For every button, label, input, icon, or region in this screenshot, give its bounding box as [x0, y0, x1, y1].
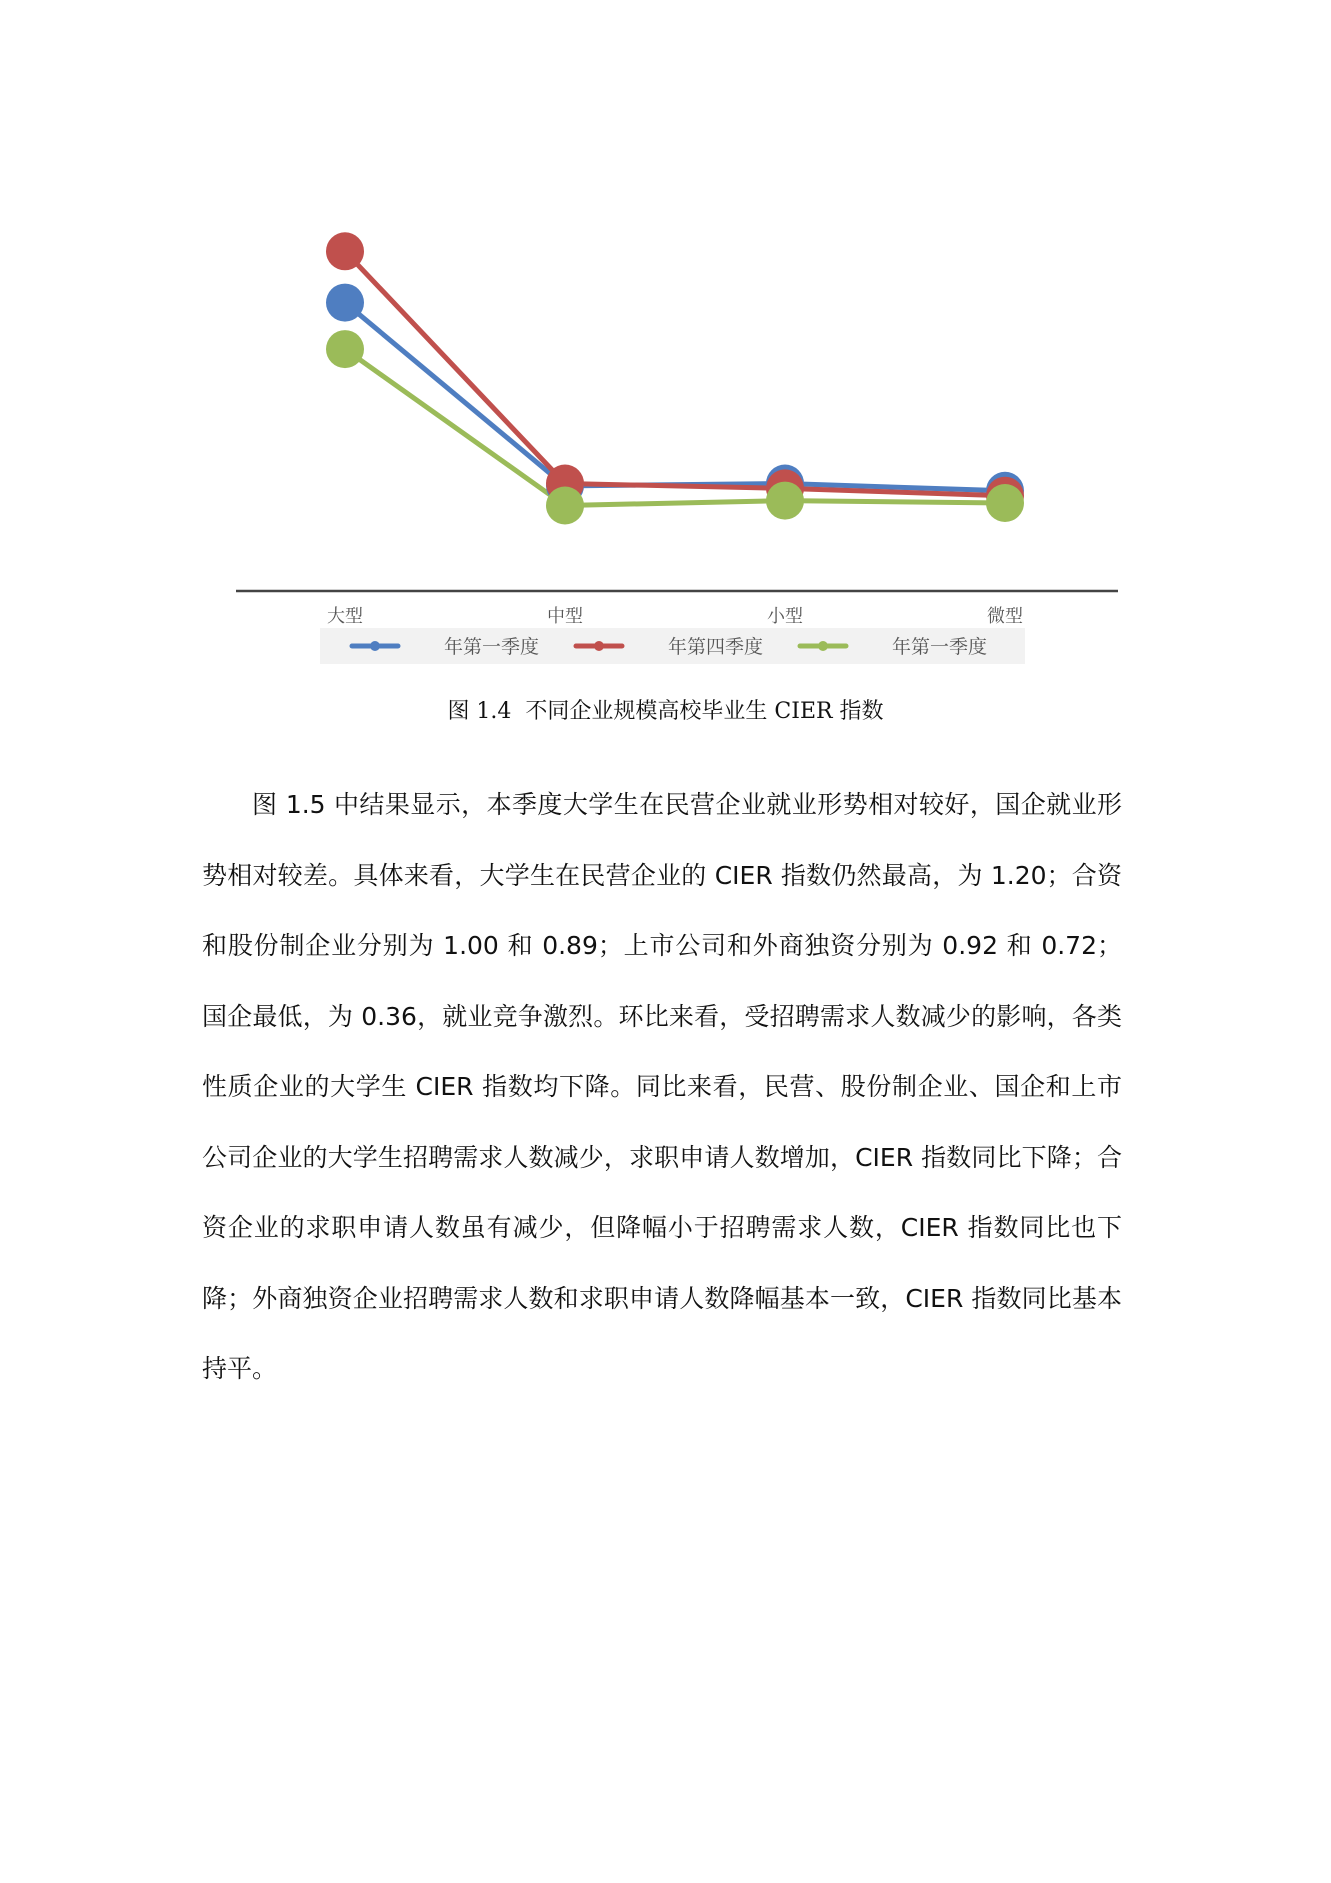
- figure-caption-text: 不同企业规模高校毕业生 CIER 指数: [525, 699, 884, 724]
- x-tick-label: 小型: [767, 606, 803, 627]
- legend-label: 年第四季度: [668, 636, 764, 658]
- x-tick-label: 大型: [327, 606, 363, 627]
- x-tick-labels: [327, 606, 1023, 627]
- legend: [352, 636, 987, 658]
- data-point-s3-4: [986, 484, 1024, 522]
- legend-label: 年第一季度: [892, 636, 988, 658]
- data-point-s3-2: [546, 487, 584, 525]
- data-point-s2-1: [326, 232, 364, 270]
- line-chart: [0, 0, 1331, 680]
- x-tick-label: 中型: [547, 606, 583, 627]
- data-point-s3-3: [766, 482, 804, 520]
- figure-caption: [0, 694, 1331, 725]
- legend-marker: [594, 641, 604, 651]
- data-point-s3-1: [326, 330, 364, 368]
- series-markers: [326, 232, 1024, 524]
- figure-caption-label: 图 1.4: [447, 699, 512, 724]
- legend-label: 年第一季度: [444, 636, 540, 658]
- x-tick-label: 微型: [987, 606, 1023, 627]
- series-line-3: [345, 349, 1005, 505]
- legend-marker: [818, 641, 828, 651]
- legend-marker: [370, 641, 380, 651]
- body-paragraph: 图 1.5 中结果显示，本季度大学生在民营企业就业形势相对较好，国企就业形势相对较差。具体来看，大学生在民营企业的 CIER 指数仍然最高，为 1.20；合资和股份制企业分别为 1.00 和 0.89；上市公司和外商独资分别为 0.92 和 0.72；国企最低，为 0.36，就业竞争激烈。环比来看，受招聘需求人数减少的影响，各类性质企业的大学生 CIER 指数均下降。同比来看，民营、股份制企业、国企和上市公司企业的大学生招聘需求人数减少，求职申请人数增加，CIER 指数同比下降；合资企业的求职申请人数虽有减少，但降幅小于招聘需求人数，CIER 指数同比也下降；外商独资企业招聘需求人数和求职申请人数降幅基本一致，CIER 指数同比基本持平。: [202, 790, 1122, 1383]
- series-line-2: [345, 251, 1005, 495]
- series-lines: [345, 251, 1005, 505]
- data-point-s1-1: [326, 284, 364, 322]
- series-line-1: [345, 303, 1005, 491]
